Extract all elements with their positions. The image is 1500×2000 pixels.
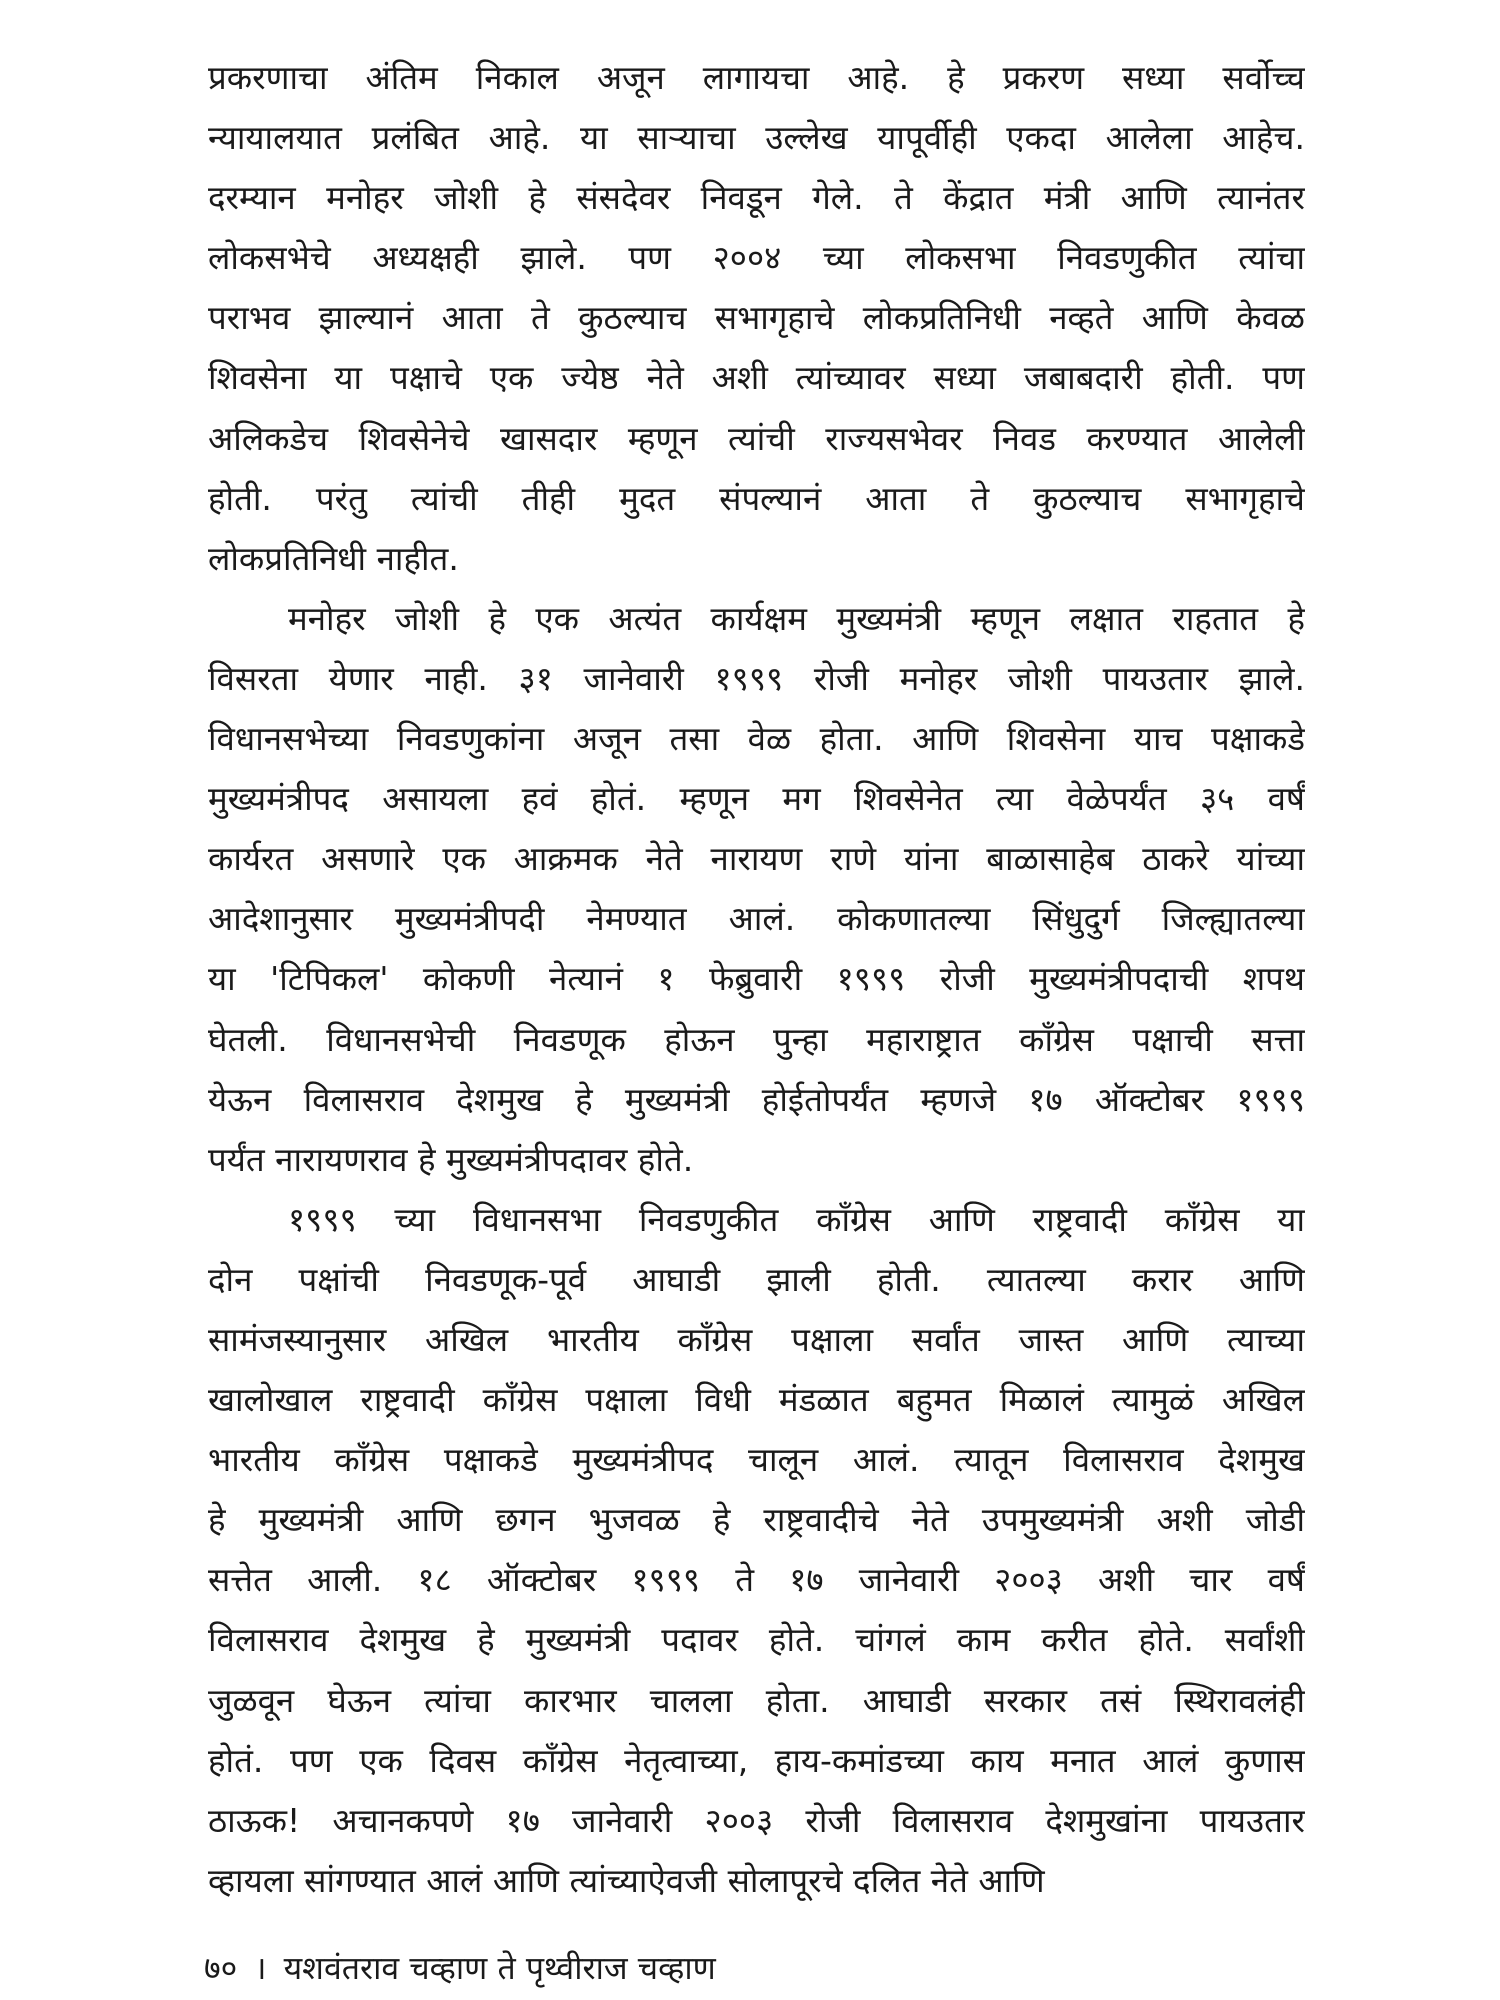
text-line: घेतली. विधानसभेची निवडणूक होऊन पुन्हा महाराष्ट्रात काँग्रेस पक्षाची सत्ता: [208, 1019, 1305, 1059]
text-line: या 'टिपिकल' कोकणी नेत्यानं १ फेब्रुवारी १९९९ रोजी मुख्यमंत्रीपदाची शपथ: [208, 959, 1305, 999]
text-line: आदेशानुसार मुख्यमंत्रीपदी नेमण्यात आलं. कोकणातल्या सिंधुदुर्ग जिल्ह्यातल्या: [208, 899, 1305, 939]
page-footer: [204, 1948, 716, 1988]
running-title: यशवंतराव चव्हाण ते पृथ्वीराज चव्हाण: [283, 1949, 716, 1987]
paragraph: [208, 1190, 1305, 1911]
text-line: १९९९ च्या विधानसभा निवडणुकीत काँग्रेस आणि राष्ट्रवादी काँग्रेस या: [288, 1199, 1305, 1239]
text-line: सत्तेत आली. १८ ऑक्टोबर १९९९ ते १७ जानेवारी २००३ अशी चार वर्षं: [208, 1560, 1305, 1600]
text-line: ठाऊक! अचानकपणे १७ जानेवारी २००३ रोजी विलासराव देशमुखांना पायउतार: [208, 1800, 1305, 1840]
text-line: दरम्यान मनोहर जोशी हे संसदेवर निवडून गेले. ते केंद्रात मंत्री आणि त्यानंतर: [208, 178, 1305, 218]
text-line: लोकसभेचे अध्यक्षही झाले. पण २००४ च्या लोकसभा निवडणुकीत त्यांचा: [208, 238, 1305, 278]
text-line: सामंजस्यानुसार अखिल भारतीय काँग्रेस पक्षाला सर्वांत जास्त आणि त्याच्या: [208, 1319, 1305, 1359]
text-line: पर्यंत नारायणराव हे मुख्यमंत्रीपदावर होते.: [208, 1139, 694, 1179]
paragraph: [208, 48, 1305, 589]
text-line: होतं. पण एक दिवस काँग्रेस नेतृत्वाच्या, हाय-कमांडच्या काय मनात आलं कुणास: [208, 1740, 1305, 1780]
text-line: व्हायला सांगण्यात आलं आणि त्यांच्याऐवजी सोलापूरचे दलित नेते आणि: [208, 1860, 1045, 1900]
text-line: अलिकडेच शिवसेनेचे खासदार म्हणून त्यांची राज्यसभेवर निवड करण्यात आलेली: [208, 418, 1305, 458]
text-line: विसरता येणार नाही. ३१ जानेवारी १९९९ रोजी मनोहर जोशी पायउतार झाले.: [208, 658, 1305, 698]
text-line: येऊन विलासराव देशमुख हे मुख्यमंत्री होईतोपर्यंत म्हणजे १७ ऑक्टोबर १९९९: [208, 1079, 1305, 1119]
text-line: भारतीय काँग्रेस पक्षाकडे मुख्यमंत्रीपद चालून आलं. त्यातून विलासराव देशमुख: [208, 1440, 1305, 1480]
body-text: [208, 48, 1305, 1911]
text-line: मनोहर जोशी हे एक अत्यंत कार्यक्षम मुख्यमंत्री म्हणून लक्षात राहतात हे: [288, 598, 1305, 638]
text-line: होती. परंतु त्यांची तीही मुदत संपल्यानं आता ते कुठल्याच सभागृहाचे: [208, 478, 1305, 518]
text-line: हे मुख्यमंत्री आणि छगन भुजवळ हे राष्ट्रवादीचे नेते उपमुख्यमंत्री अशी जोडी: [208, 1500, 1305, 1540]
text-line: विधानसभेच्या निवडणुकांना अजून तसा वेळ होता. आणि शिवसेना याच पक्षाकडे: [208, 719, 1305, 759]
text-line: खालोखाल राष्ट्रवादी काँग्रेस पक्षाला विधी मंडळात बहुमत मिळालं त्यामुळं अखिल: [208, 1380, 1305, 1420]
text-line: विलासराव देशमुख हे मुख्यमंत्री पदावर होते. चांगलं काम करीत होते. सर्वांशी: [208, 1620, 1305, 1660]
page-number: ७०: [204, 1949, 238, 1987]
text-line: पराभव झाल्यानं आता ते कुठल्याच सभागृहाचे लोकप्रतिनिधी नव्हते आणि केवळ: [208, 298, 1305, 338]
text-line: दोन पक्षांची निवडणूक-पूर्व आघाडी झाली होती. त्यातल्या करार आणि: [208, 1259, 1305, 1299]
text-line: जुळवून घेऊन त्यांचा कारभार चालला होता. आघाडी सरकार तसं स्थिरावलंही: [208, 1680, 1305, 1720]
text-line: प्रकरणाचा अंतिम निकाल अजून लागायचा आहे. हे प्रकरण सध्या सर्वोच्च: [208, 58, 1305, 97]
text-line: न्यायालयात प्रलंबित आहे. या साऱ्याचा उल्लेख यापूर्वीही एकदा आलेला आहेच.: [208, 118, 1305, 158]
text-line: कार्यरत असणारे एक आक्रमक नेते नारायण राणे यांना बाळासाहेब ठाकरे यांच्या: [208, 839, 1305, 879]
footer-separator: ।: [254, 1949, 267, 1987]
text-line: मुख्यमंत्रीपद असायला हवं होतं. म्हणून मग शिवसेनेत त्या वेळेपर्यंत ३५ वर्षं: [208, 779, 1305, 819]
text-line: लोकप्रतिनिधी नाहीत.: [208, 538, 459, 578]
text-line: शिवसेना या पक्षाचे एक ज्येष्ठ नेते अशी त्यांच्यावर सध्या जबाबदारी होती. पण: [208, 358, 1305, 398]
paragraph: [208, 589, 1305, 1190]
